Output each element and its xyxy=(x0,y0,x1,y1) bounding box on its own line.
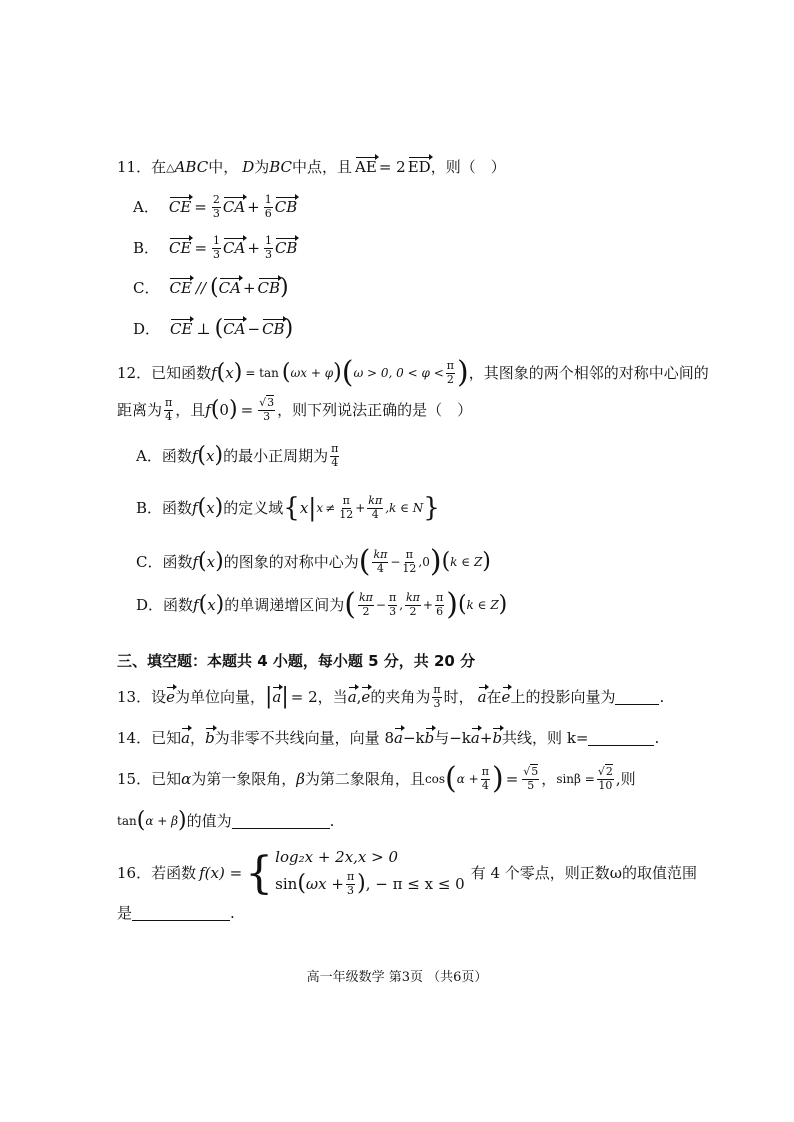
section-three-heading: 三、填空题：本题共 4 小题，每小题 5 分，共 20 分 xyxy=(117,652,476,670)
q12-option-b: B．函数 f ( x ) 的定义域 { x | x ≠ $\frac{\pi}{12}$ + $\frac{k\pi}{4}$ ,k ∈ N } xyxy=(136,493,440,524)
q13-answer-blank[interactable] xyxy=(615,690,659,705)
q12-option-d: D．函数 f ( x ) 的单调递增区间为 ( $\frac{k\pi}{2}$ − $\frac{\pi}{3}$ , $\frac{k\pi}{2}$ + $\frac{\pi}{6}$ ) ( k ∈ Z ) xyxy=(136,587,508,622)
q11-stem: 11．在 △ ABC 中， D 为 BC 中点，且 AE = 2 ED ，则（ ） xyxy=(117,158,506,176)
q12-option-a: A．函数 f ( x ) 的最小正周期为 $\frac{\pi}{4}$ xyxy=(136,442,339,469)
q13-line: 13．设 e 为单位向量， | a | = 2，当 a , e 的夹角为 $\frac{\pi}{3}$ 时， a 在 e 上的投影向量为 . xyxy=(117,683,665,710)
vector-ed: ED xyxy=(407,158,431,176)
q16-line2: 是 . xyxy=(117,904,235,922)
q11-option-d: D． CE ⊥ ( CA − CB ) xyxy=(133,316,294,341)
q15-answer-blank[interactable] xyxy=(232,814,330,829)
q12-stem-line1: 12．已知函数 f ( x ) = tan ( ωx + φ ) ( ω > 0, 0 < φ < $\frac{\pi}{2}$ ) ，其图象的两个相邻的对称中心间的 xyxy=(117,355,709,390)
q16-answer-blank[interactable] xyxy=(132,906,230,921)
q11-option-a: A． CE = $\frac{2}{3}$ CA + $\frac{1}{6}$ CB xyxy=(133,193,298,220)
q16-line1: 16．若函数 f(x) = { log₂x + 2x,x > 0 sin ( ωx + $\frac{\pi}{3}$ ) , − π ≤ x ≤ 0 有 4 个零点，则正数ω的取值范围 xyxy=(117,847,698,899)
page-footer: 高一年级数学 第3页 （共6页） xyxy=(306,970,488,985)
vector-ae: AE xyxy=(355,158,377,176)
q11-option-c: C． CE // ( CA + CB ) xyxy=(133,275,289,300)
q14-answer-blank[interactable] xyxy=(588,731,654,746)
q15-line1: 15．已知 α 为第一象限角， β 为第二象限角，且 cos ( α + $\frac{\pi}{4}$ ) = $\frac{√5}{5}$ ， sinβ = $\frac{√2}{10}$ ,则 xyxy=(117,761,636,796)
q11-option-b: B． CE = $\frac{1}{3}$ CA + $\frac{1}{3}$ CB xyxy=(133,234,298,261)
piecewise-definition: { log₂x + 2x,x > 0 sin ( ωx + $\frac{\pi}{3}$ ) , − π ≤ x ≤ 0 xyxy=(245,847,465,899)
q12-stem-line2: 距离为 $\frac{\pi}{4}$ ，且 f ( 0 ) = $\frac{√3}{3}$ ，则下列说法正确的是（ ） xyxy=(117,396,473,423)
q14-line: 14．已知 a ， b 为非零不共线向量，向量 8 a −k b 与−k a + b 共线，则 k= . xyxy=(117,729,660,747)
q15-line2: tan ( α + β ) 的值为 . xyxy=(117,808,335,833)
q12-option-c: C．函数 f ( x ) 的图象的对称中心为 ( $\frac{k\pi}{4}$ − $\frac{\pi}{12}$ ,0 ) ( k ∈ Z ) xyxy=(136,544,491,579)
